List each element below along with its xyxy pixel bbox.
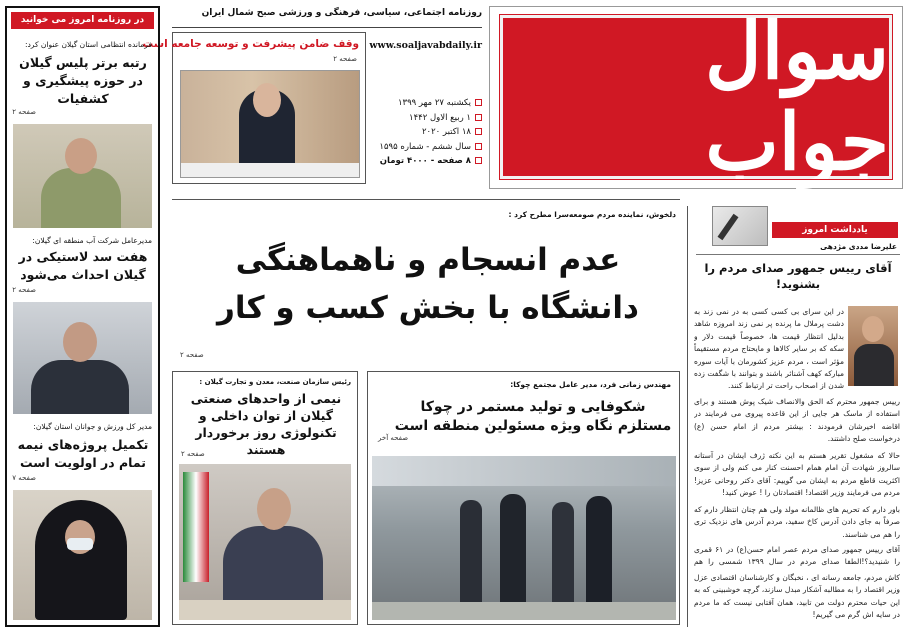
info-line: یکشنبه ۲۷ مهر ۱۳۹۹ <box>376 96 482 111</box>
suit-figure <box>854 344 894 386</box>
sidebar-kicker: مدیر کل ورزش و جوانان استان گیلان: <box>33 422 152 431</box>
column-paragraph: حالا که مشغول تقریر هستم به این نکته ژرف ایشان در آستانه سالروز شهادت آن امام همام احسنت کنار می کنم ولی از سوی اکثریت قاطع مردم به ایشان می گوییم: آقای دکتر روحانی عزیز! مردم می فرمایند وزیر اقتصاد! اقتصادتان را ! عوض کنید! <box>694 451 900 498</box>
story-headline: شکوفایی و تولید مستمر در چوکا مستلزم نگاه ویژه مسئولین منطقه است <box>394 399 672 434</box>
suit-figure <box>31 360 129 414</box>
column-header: یادداشت امروز <box>772 222 898 238</box>
person-face <box>257 488 291 530</box>
column-paragraph: رییس جمهور محترم که الحق والانصاف شیک پوش هستند و برای استفاده از ماسک هر جایی از این قاعده پیروی می فرمایند در اقاضه اخیرشان فرمودند : بیشتر مردم از امام حسن (ع) درخواست صلح داشتند. <box>694 397 900 444</box>
newspaper-logo: سوال جواب <box>705 6 889 188</box>
person-figure <box>552 502 574 608</box>
rule <box>696 254 900 255</box>
info-line: ۱۸ اکتبر ۲۰۲۰ <box>376 125 482 140</box>
masthead-tagline: روزنامه اجتماعی، سیاسی، فرهنگی و ورزشی صبح شمال ایران <box>201 8 482 18</box>
info-line: سال ششم - شماره ۱۵۹۵ <box>376 140 482 155</box>
flag <box>183 472 209 582</box>
teaser-box <box>142 32 366 184</box>
sidebar-headline: هفت سد لاستیکی در گیلان احداث می‌شود <box>18 249 148 282</box>
column-header-icon <box>712 206 768 246</box>
sidebar-kicker: مدیرعامل شرکت آب منطقه ای گیلان: <box>32 236 152 245</box>
person-face <box>65 138 97 174</box>
rule <box>172 199 680 200</box>
sidebar-photo-water <box>13 302 152 414</box>
masthead-website: www.soaljavabdaily.ir <box>369 40 482 51</box>
teaser-page: صفحه ۲ <box>333 55 357 63</box>
person-figure <box>460 500 482 608</box>
story-kicker: مهندس زمانی فرد، مدیر عامل مجتمع چوکا: <box>510 380 671 389</box>
story-left-photo <box>179 464 351 620</box>
person-figure <box>586 496 612 610</box>
story-page: صفحه ۲ <box>181 450 205 458</box>
column-paragraph: کاش مردم، جامعه رسانه ای ، نخبگان و کارشناسان اقتصادی عزل وزیر اقتصاد را به مطالبه آشکار مبدل سازند، گرچه خوشبینی که به این حیات محترم دولت من تابید، همان آفتابی نیست که ما مردم در سایه اش گرم می گیریم! <box>694 573 900 620</box>
info-line: ۸ صفحه - ۴۰۰۰ تومان <box>376 154 482 169</box>
column-author-photo <box>848 306 898 386</box>
sidebar-kicker: فرمانده انتظامی استان گیلان عنوان کرد: <box>24 40 152 49</box>
column-panel <box>687 206 903 627</box>
person-figure <box>500 494 526 612</box>
sidebar-page: صفحه ۲ <box>12 286 36 294</box>
story-left <box>172 371 358 625</box>
rule <box>172 27 482 28</box>
desk <box>181 163 359 177</box>
sidebar-page: صفحه ۲ <box>12 108 36 116</box>
story-center-photo <box>372 456 676 620</box>
teaser-photo <box>181 71 359 177</box>
info-line: ۱ ربیع الاول ۱۴۴۲ <box>376 111 482 126</box>
masthead-logo-panel <box>489 6 903 189</box>
logo-red-box <box>500 6 892 188</box>
sidebar-page: صفحه ۷ <box>12 474 36 482</box>
desk <box>179 600 351 620</box>
story-kicker: رئیس سازمان صنعت، معدن و تجارت گیلان : <box>199 378 351 386</box>
story-headline: نیمی از واحدهای صنعتی گیلان از توان داخلی و تکنولوژی روز برخوردار هستند <box>190 391 342 457</box>
main-page: صفحه ۲ <box>180 351 204 359</box>
floor <box>372 602 676 620</box>
main-kicker: دلخوش، نماینده مردم صومعه‌سرا مطرح کرد : <box>508 210 676 219</box>
story-page: صفحه آخر <box>378 434 409 442</box>
column-author: علیرضا مددی مژدهی <box>820 242 897 251</box>
sidebar-header: در روزنامه امروز می خوانید <box>11 12 154 29</box>
chador-figure <box>35 500 127 620</box>
person-face <box>862 316 884 342</box>
factory-roof <box>372 456 676 486</box>
pen-icon <box>718 214 739 240</box>
person-face <box>253 83 281 117</box>
sidebar-headline: تکمیل پروژه‌های نیمه تمام در اولویت است <box>17 437 149 470</box>
sidebar <box>5 6 160 627</box>
face-mask <box>67 538 93 550</box>
teaser-headline: وقف ضامن پیشرفت و توسعه جامعه است <box>142 38 359 50</box>
story-center <box>367 371 680 625</box>
main-headline: عدم انسجام و ناهماهنگی دانشگاه با بخش کسب و کار <box>217 242 639 326</box>
column-paragraph: باور دارم که تحریم های ظالمانه مولد ولی هم چنان انتظار دارم که صرفاً به جای دادن آدرس کاخ سفید، مردم آدرس های نزدیک تری را هم می شناسند. <box>694 505 900 539</box>
uniform-figure <box>41 168 121 228</box>
masthead-info <box>376 96 482 169</box>
person-face <box>63 322 97 362</box>
sidebar-photo-sports <box>13 490 152 620</box>
column-paragraph: آقای رییس جمهور صدای مردم عصر امام حسن(ع) در ۶۱ قمری را شنیدید؟!الطفا صدای مردم در سال ۱۳۹۹ شمسی را هم <box>694 545 900 567</box>
column-paragraph: در این سرای بی کسی کسی به در نمی زند به دشت پرملال ما پرنده پر نمی زند امروزه شاهد بدلیل انتظار قیمت ها، خصوصاً قیمت دلار و سکه که بر سایر کالاها و مایحتاج مردم مستقیماً مؤثر است ، مردم عزیز کشورمان با آیات سوره مبارکه کهف آشنائر باشند و بتوانند با شگفت زده شدن از اصحاب راحت تر ارتباط کنند. <box>694 307 844 391</box>
column-title: آقای رییس جمهور صدای مردم را بشنوید! <box>704 261 892 291</box>
sidebar-photo-police <box>13 124 152 228</box>
sidebar-headline: رتبه برتر پلیس گیلان در حوزه پیشگیری و کشفیات <box>19 55 147 106</box>
